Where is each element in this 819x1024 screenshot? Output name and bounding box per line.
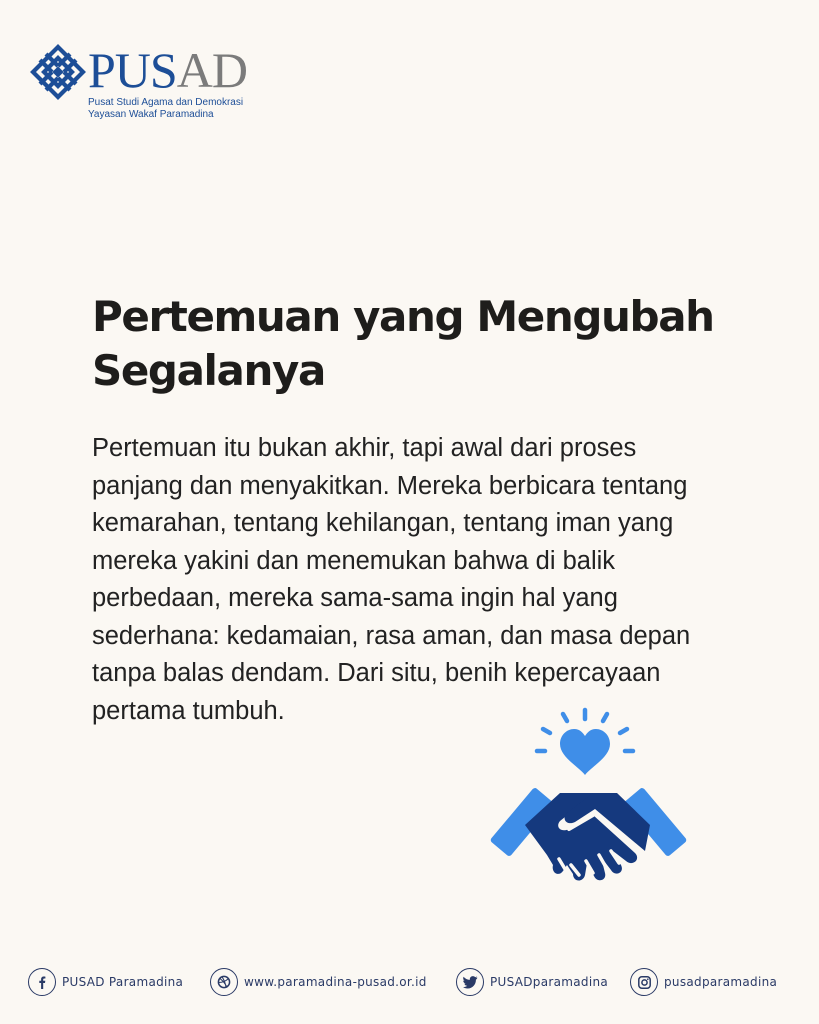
footer-social-bar [28,965,798,999]
logo-wordmark [88,42,247,98]
footer-facebook-link[interactable] [28,965,183,999]
heart-icon [560,729,610,775]
footer-twitter-link[interactable] [456,965,608,999]
handshake-heart-icon [485,705,690,900]
logo-word-accent: AD [176,42,247,98]
website-label: www.paramadina-pusad.or.id [244,975,427,989]
pusad-logo[interactable] [30,40,270,130]
instagram-icon [630,968,658,996]
footer-website-link[interactable] [210,965,427,999]
page-title: Pertemuan yang Mengubah Segalanya [92,292,714,395]
body-paragraph: Pertemuan itu bukan akhir, tapi awal dari proses panjang dan menyakitkan. Mereka berbicara tentang kemarahan, tentang kehilangan, tentang iman yang mereka yakini dan menemukan bahwa di balik perbedaan, mereka sama-sama ingin hal yang sederhana: kedamaian, rasa aman, dan masa depan tanpa balas dendam. Dari situ, benih kepercayaan pertama tumbuh. [92,434,691,725]
facebook-icon [28,968,56,996]
knot-logo-icon [30,44,86,100]
logo-subtitle-line1: Pusat Studi Agama dan Demokrasi [88,97,244,108]
logo-subtitle [88,97,243,121]
footer-instagram-link[interactable] [630,965,777,999]
twitter-label: PUSADparamadina [490,975,609,989]
logo-subtitle-line2: Yayasan Wakaf Paramadina [88,109,214,120]
logo-word-main: PUS [88,42,177,98]
instagram-label: pusadparamadina [664,975,778,989]
twitter-icon [456,968,484,996]
dribbble-globe-icon [210,968,238,996]
facebook-label: PUSAD Paramadina [62,975,184,989]
